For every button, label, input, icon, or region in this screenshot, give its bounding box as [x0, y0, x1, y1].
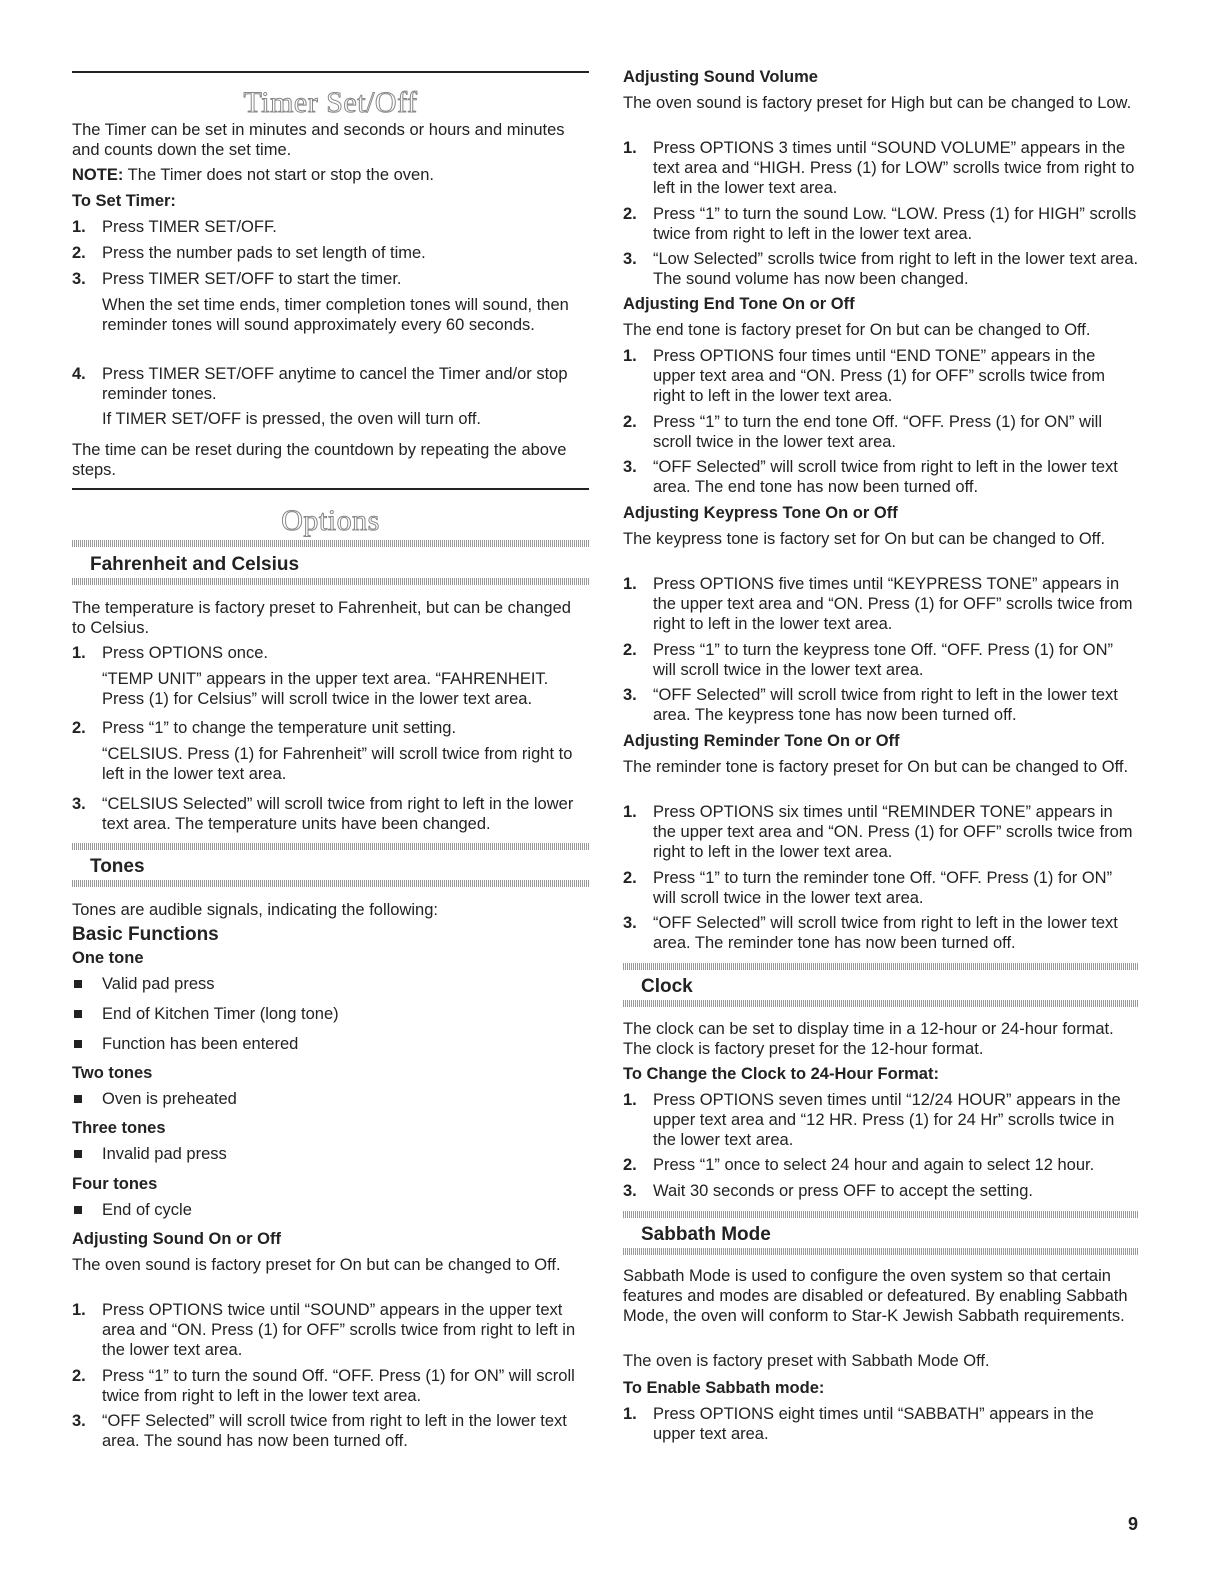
sabbath-step: 1. Press OPTIONS eight times until “SABBATH” appears in the upper text area.	[623, 1405, 1094, 1443]
end-tone-step: 1. Press OPTIONS four times until “END TONE” appears in the upper text area and “ON. Press (1) for OFF” scrolls twice from right to left in the lower text area.	[623, 347, 1106, 405]
volume-step: 2. Press “1” to turn the sound Low. “LOW. Press (1) for HIGH” scrolls twice from right to left in the lower text area.	[623, 205, 1137, 243]
fahrenheit-step: 2. Press “1” to change the temperature unit setting.	[72, 719, 457, 737]
timer-step: 1. Press TIMER SET/OFF.	[72, 218, 277, 236]
clock-step: 1. Press OPTIONS seven times until “12/24 HOUR” appears in the upper text area and “12 HR. Press (1) for 24 Hr” scrolls twice in the lower text area.	[623, 1091, 1121, 1149]
clock-step: 3. Wait 30 seconds or press OFF to accept the setting.	[623, 1182, 1033, 1200]
section-bar	[623, 963, 1139, 970]
section-bar	[72, 578, 589, 585]
reminder-intro: The reminder tone is factory preset for On but can be changed to Off.	[623, 758, 1129, 776]
keypress-step: 1. Press OPTIONS five times until “KEYPRESS TONE” appears in the upper text area and “ON. Press (1) for OFF” scrolls twice from right to left in the lower text area.	[623, 575, 1133, 633]
three-tones-heading: Three tones	[72, 1119, 166, 1137]
fahrenheit-intro: The temperature is factory preset to Fahrenheit, but can be changed to Celsius.	[72, 599, 571, 637]
four-tones-heading: Four tones	[72, 1175, 158, 1193]
timer-step4-note: If TIMER SET/OFF is pressed, the oven will turn off.	[102, 410, 482, 428]
section-bar	[72, 880, 589, 887]
set-timer-heading: To Set Timer:	[72, 192, 176, 210]
section-rule	[72, 71, 589, 73]
sound-step: 2. Press “1” to turn the sound Off. “OFF. Press (1) for ON” will scroll twice from right to left in the lower text area.	[72, 1367, 575, 1405]
sound-intro: The oven sound is factory preset for On but can be changed to Off.	[72, 1256, 561, 1274]
clock-step: 2. Press “1” once to select 24 hour and again to select 12 hour.	[623, 1156, 1095, 1174]
fahrenheit-title: Fahrenheit and Celsius	[90, 554, 300, 575]
section-bar	[72, 540, 589, 547]
clock-heading: To Change the Clock to 24-Hour Format:	[623, 1065, 939, 1083]
end-tone-intro: The end tone is factory preset for On but can be changed to Off.	[623, 321, 1091, 339]
clock-intro: The clock can be set to display time in a 12-hour or 24-hour format. The clock is factory preset for the 12-hour format.	[623, 1020, 1114, 1058]
fahrenheit-step: 1. Press OPTIONS once.	[72, 644, 268, 662]
page-number: 9	[1128, 1514, 1139, 1534]
timer-step3-note: When the set time ends, timer completion tones will sound, then reminder tones will sound approximately every 60 seconds.	[102, 296, 569, 334]
reminder-step: 2. Press “1” to turn the reminder tone Off. “OFF. Press (1) for ON” will scroll twice in the lower text area.	[623, 869, 1113, 907]
section-rule	[72, 488, 589, 490]
sound-heading: Adjusting Sound On or Off	[72, 1230, 281, 1248]
fahrenheit-step: 3. “CELSIUS Selected” will scroll twice from right to left in the lower text area. The temperature units have been changed.	[72, 795, 574, 833]
timer-step: 2. Press the number pads to set length of time.	[72, 244, 426, 262]
timer-step: 3. Press TIMER SET/OFF to start the timer.	[72, 270, 402, 288]
section-bar	[72, 843, 589, 850]
sabbath-title: Sabbath Mode	[641, 1224, 771, 1245]
end-tone-heading: Adjusting End Tone On or Off	[623, 295, 855, 313]
options-title: Options	[281, 504, 380, 537]
note-label: NOTE:	[72, 166, 124, 184]
basic-functions-heading: Basic Functions	[72, 924, 219, 945]
clock-title: Clock	[641, 976, 693, 997]
sabbath-intro: Sabbath Mode is used to configure the oven system so that certain features and modes are disabled or defeatured. By enabling Sabbath Mode, the oven will conform to Star-K Jewish Sabbath requirements.	[623, 1267, 1128, 1325]
fahrenheit-step2-note: “CELSIUS. Press (1) for Fahrenheit” will scroll twice from right to left in the lower text area.	[102, 745, 573, 783]
one-tone-heading: One tone	[72, 949, 144, 967]
sabbath-preset: The oven is factory preset with Sabbath Mode Off.	[623, 1352, 990, 1370]
volume-intro: The oven sound is factory preset for High but can be changed to Low.	[623, 94, 1132, 112]
tones-title: Tones	[90, 856, 145, 877]
keypress-step: 3. “OFF Selected” will scroll twice from right to left in the lower text area. The keypress tone has now been turned off.	[623, 686, 1118, 724]
section-bar	[623, 1248, 1139, 1255]
keypress-heading: Adjusting Keypress Tone On or Off	[623, 504, 898, 522]
section-bar	[623, 1000, 1139, 1007]
fahrenheit-step1-note: “TEMP UNIT” appears in the upper text area. “FAHRENHEIT. Press (1) for Celsius” will scroll twice in the lower text area.	[102, 670, 549, 708]
timer-title: Timer Set/Off	[243, 86, 418, 119]
timer-step: 4. Press TIMER SET/OFF anytime to cancel the Timer and/or stop reminder tones.	[72, 365, 568, 403]
volume-step: 1. Press OPTIONS 3 times until “SOUND VOLUME” appears in the text area and “HIGH. Press (1) for LOW” scrolls twice from right to left in the lower text area.	[623, 139, 1135, 197]
volume-step: 3. “Low Selected” scrolls twice from right to left in the lower text area. The sound volume has now been changed.	[623, 250, 1139, 288]
keypress-step: 2. Press “1” to turn the keypress tone Off. “OFF. Press (1) for ON” will scroll twice in the lower text area.	[623, 641, 1113, 679]
tones-intro: Tones are audible signals, indicating the following:	[72, 901, 438, 919]
sound-step: 3. “OFF Selected” will scroll twice from right to left in the lower text area. The sound has now been turned off.	[72, 1412, 567, 1450]
reminder-step: 1. Press OPTIONS six times until “REMINDER TONE” appears in the upper text area and “ON. Press (1) for OFF” scrolls twice from right to left in the lower text area.	[623, 803, 1133, 861]
two-tones-heading: Two tones	[72, 1064, 153, 1082]
end-tone-step: 2. Press “1” to turn the end tone Off. “OFF. Press (1) for ON” will scroll twice in the lower text area.	[623, 413, 1102, 451]
reminder-step: 3. “OFF Selected” will scroll twice from right to left in the lower text area. The reminder tone has now been turned off.	[623, 914, 1118, 952]
timer-note	[72, 165, 589, 185]
timer-intro: The Timer can be set in minutes and seconds or hours and minutes and counts down the set time.	[72, 121, 565, 159]
sound-step: 1. Press OPTIONS twice until “SOUND” appears in the upper text area and “ON. Press (1) for OFF” scrolls twice from right to left in the lower text area.	[72, 1301, 576, 1359]
volume-heading: Adjusting Sound Volume	[623, 68, 818, 86]
sabbath-heading: To Enable Sabbath mode:	[623, 1379, 825, 1397]
timer-outro: The time can be reset during the countdown by repeating the above steps.	[72, 441, 567, 479]
note-text: The Timer does not start or stop the oven.	[123, 166, 434, 184]
keypress-intro: The keypress tone is factory set for On but can be changed to Off.	[623, 530, 1106, 548]
reminder-heading: Adjusting Reminder Tone On or Off	[623, 732, 900, 750]
section-bar	[623, 1211, 1139, 1218]
end-tone-step: 3. “OFF Selected” will scroll twice from right to left in the lower text area. The end tone has now been turned off.	[623, 458, 1118, 496]
